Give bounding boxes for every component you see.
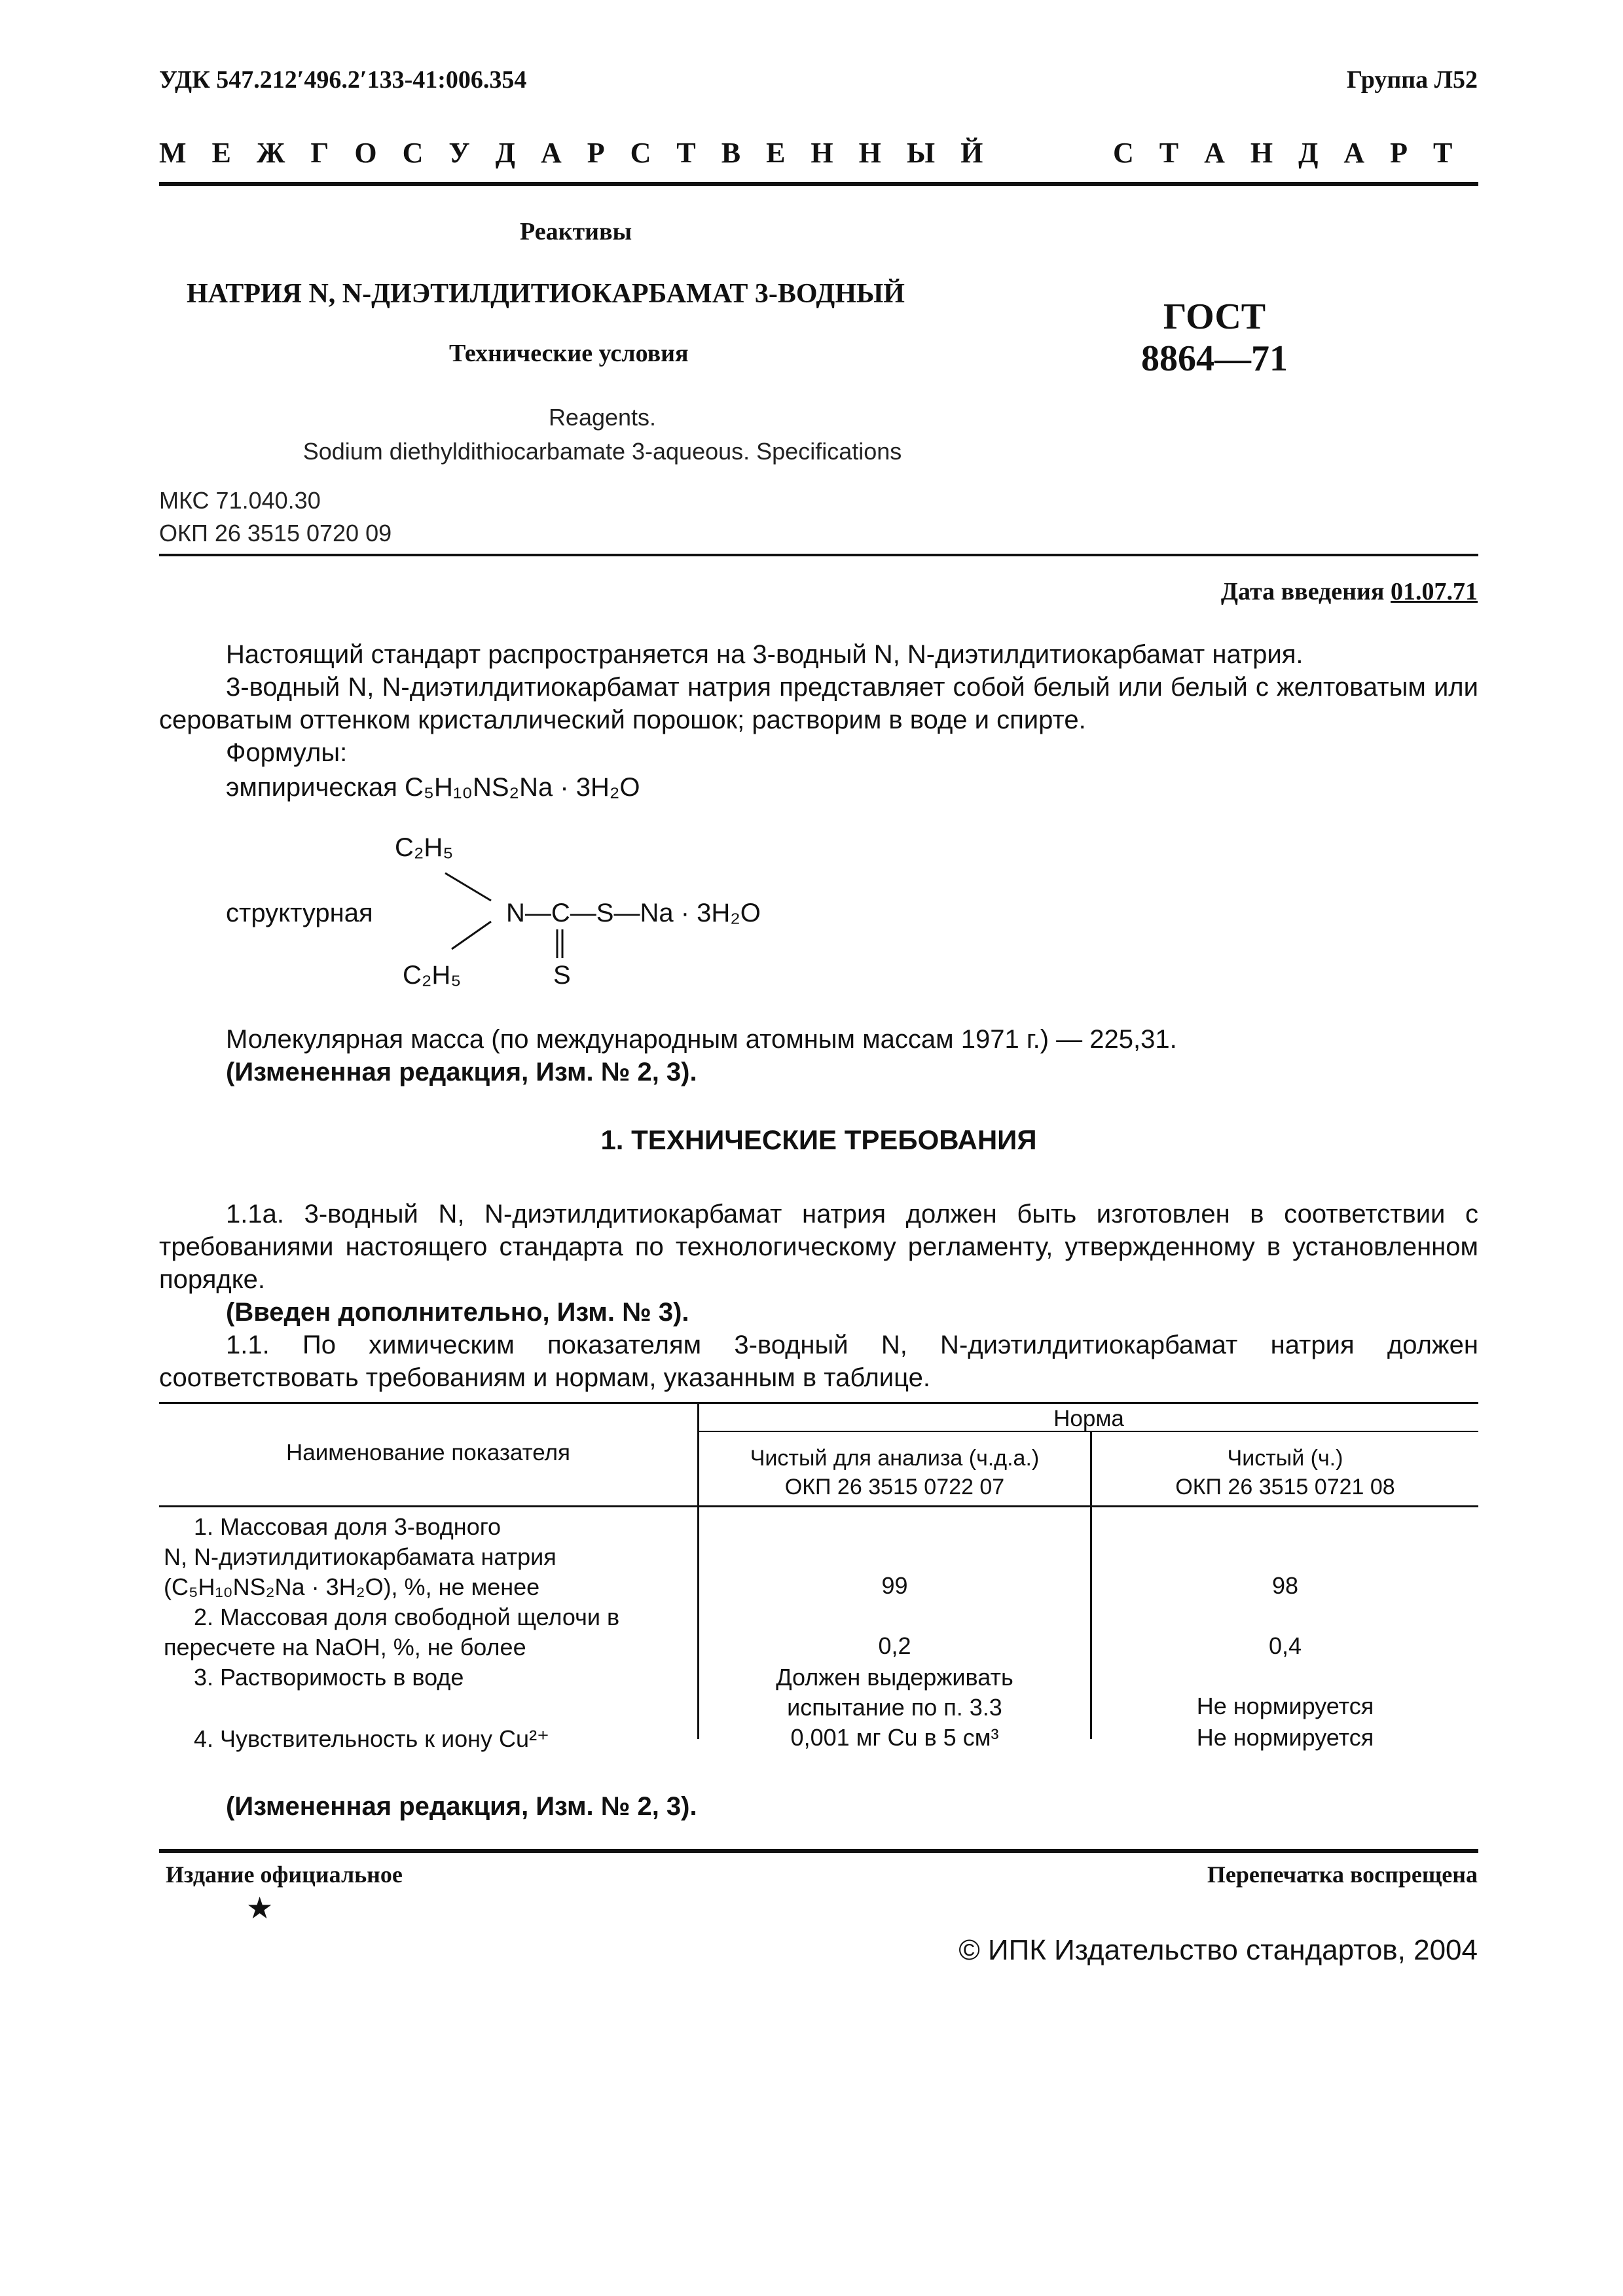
row2-grade-b: 0,4 — [1268, 1632, 1302, 1659]
classification-codes — [159, 484, 392, 550]
english-title-line2: Sodium diethyldithiocarbamate 3-aqueous. Specifications — [302, 438, 902, 465]
grade-a-name: Чистый для анализа (ч.д.а.) — [750, 1446, 1040, 1471]
table-row — [164, 1724, 694, 1754]
row4-grade-b: Не нормируется — [1196, 1724, 1374, 1751]
mks-code: МКС 71.040.30 — [159, 487, 321, 514]
grade-a-okp: ОКП 26 3515 0722 07 — [784, 1475, 1005, 1499]
table-header-rule — [159, 1505, 1478, 1507]
banner-interstate: М Е Ж Г О С У Д А Р С Т В Е Н Н Ы Й — [159, 137, 993, 169]
row1-name-line1: 1. Массовая доля 3-водного — [194, 1513, 501, 1540]
empirical-formula-line — [226, 771, 640, 804]
bond-upper — [445, 873, 491, 901]
table-header-name: Наименование показателя — [286, 1440, 570, 1465]
gost-block — [1139, 296, 1290, 380]
table-header-grade-a — [699, 1444, 1090, 1501]
copyright: © ИПК Издательство стандартов, 2004 — [958, 1934, 1478, 1966]
spec-label: Технические условия — [449, 340, 689, 367]
table-row — [164, 1662, 694, 1693]
star-icon: ★ — [246, 1892, 274, 1925]
section-heading: 1. ТЕХНИЧЕСКИЕ ТРЕБОВАНИЯ — [600, 1124, 1037, 1155]
english-title-line1: Reagents. — [548, 404, 657, 431]
effective-date-value: 01.07.71 — [1391, 578, 1478, 605]
struct-chain: N—C—S—Na · 3H₂O — [506, 899, 761, 927]
row3-grade-a — [699, 1662, 1090, 1723]
struct-sulfur: S — [553, 961, 571, 990]
amendment-note-1: (Измененная редакция, Изм. № 2, 3). — [226, 1058, 697, 1086]
title-rule — [159, 554, 1478, 556]
clause-1-1: 1.1. По химическим показателям 3-водный N, N-диэтилдитиокарбамат натрия должен соответствовать требованиям и нормам, указанным в таблице. — [159, 1331, 1478, 1392]
gost-number: 8864—71 — [1141, 338, 1288, 379]
struct-top-ethyl: C₂H₅ — [395, 833, 454, 862]
reagents-label: Реактивы — [520, 218, 632, 245]
okp-code: ОКП 26 3515 0720 09 — [159, 520, 392, 547]
formulas-label: Формулы: — [226, 738, 348, 767]
row3-grade-b: Не нормируется — [1196, 1693, 1374, 1719]
row3-name-line1: 3. Растворимость в воде — [194, 1664, 464, 1691]
row3-grade-a-line2: испытание по п. 3.3 — [787, 1694, 1002, 1721]
table-row — [164, 1602, 694, 1662]
molecular-mass: Молекулярная масса (по международным атомным массам 1971 г.) — 225,31. — [226, 1025, 1177, 1054]
intro-paragraph-1: Настоящий стандарт распространяется на 3-водный N, N-диэтилдитиокарбамат натрия. — [226, 640, 1304, 669]
row3-grade-a-line1: Должен выдерживать — [776, 1664, 1013, 1691]
row2-name-line2: пересчете на NaOH, %, не более — [164, 1634, 526, 1660]
table-header-norm: Норма — [1053, 1406, 1124, 1431]
empirical-formula: C₅H₁₀NS₂Na · 3H₂O — [405, 773, 640, 802]
bond-lower — [452, 922, 491, 949]
banner-standard: С Т А Н Д А Р Т — [1113, 137, 1462, 169]
grade-b-name: Чистый (ч.) — [1227, 1446, 1343, 1471]
struct-bonds — [439, 864, 511, 962]
row4-grade-a: 0,001 мг Cu в 5 см³ — [790, 1724, 999, 1751]
table-row — [164, 1512, 694, 1602]
intro-paragraph-2: 3-водный N, N-диэтилдитиокарбамат натрия представляет собой белый или белый с желтоватым или сероватым оттенком кристаллический порошок; растворим в воде и спирте. — [159, 673, 1478, 734]
clause-1-1a-note: (Введен дополнительно, Изм. № 3). — [226, 1298, 689, 1327]
header-rule — [159, 182, 1478, 186]
gost-label: ГОСТ — [1163, 296, 1266, 337]
grade-b-okp: ОКП 26 3515 0721 08 — [1175, 1475, 1395, 1499]
udk-code: УДК 547.212′496.2′133-41:006.354 — [159, 66, 527, 94]
row4-name-line1: 4. Чувствительность к иону Cu²⁺ — [194, 1725, 550, 1752]
row2-grade-a: 0,2 — [878, 1632, 911, 1659]
struct-double-bond — [553, 928, 566, 961]
reprint-prohibited: Перепечатка воспрещена — [1207, 1861, 1478, 1888]
effective-date — [1221, 577, 1478, 606]
footer-rule — [159, 1849, 1478, 1853]
row1-grade-b: 98 — [1271, 1572, 1299, 1599]
structural-label: структурная — [226, 899, 373, 927]
english-title — [262, 401, 943, 469]
row1-grade-a: 99 — [881, 1572, 908, 1599]
row2-name-line1: 2. Массовая доля свободной щелочи в — [194, 1604, 620, 1630]
effective-date-label: Дата введения — [1220, 578, 1385, 605]
table-top-rule — [159, 1402, 1478, 1404]
empirical-label: эмпирическая — [226, 773, 397, 802]
row1-name-line2: N, N-диэтилдитиокарбамата натрия — [164, 1543, 556, 1570]
group-code: Группа Л52 — [1346, 66, 1478, 94]
table-header-grade-b — [1092, 1444, 1478, 1501]
amendment-note-2: (Измененная редакция, Изм. № 2, 3). — [226, 1792, 697, 1821]
struct-bottom-ethyl: C₂H₅ — [403, 961, 462, 990]
clause-1-1a: 1.1а. 3-водный N, N-диэтилдитиокарбамат натрия должен быть изготовлен в соответствии с требованиями настоящего стандарта по технологическому регламенту, утвержденному в установленном порядке. — [159, 1200, 1478, 1294]
standard-title: НАТРИЯ N, N-ДИЭТИЛДИТИОКАРБАМАТ 3-ВОДНЫЙ — [187, 279, 905, 309]
row1-name-line3: (C₅H₁₀NS₂Na · 3H₂O), %, не менее — [164, 1573, 540, 1600]
official-edition: Издание официальное — [166, 1861, 403, 1888]
